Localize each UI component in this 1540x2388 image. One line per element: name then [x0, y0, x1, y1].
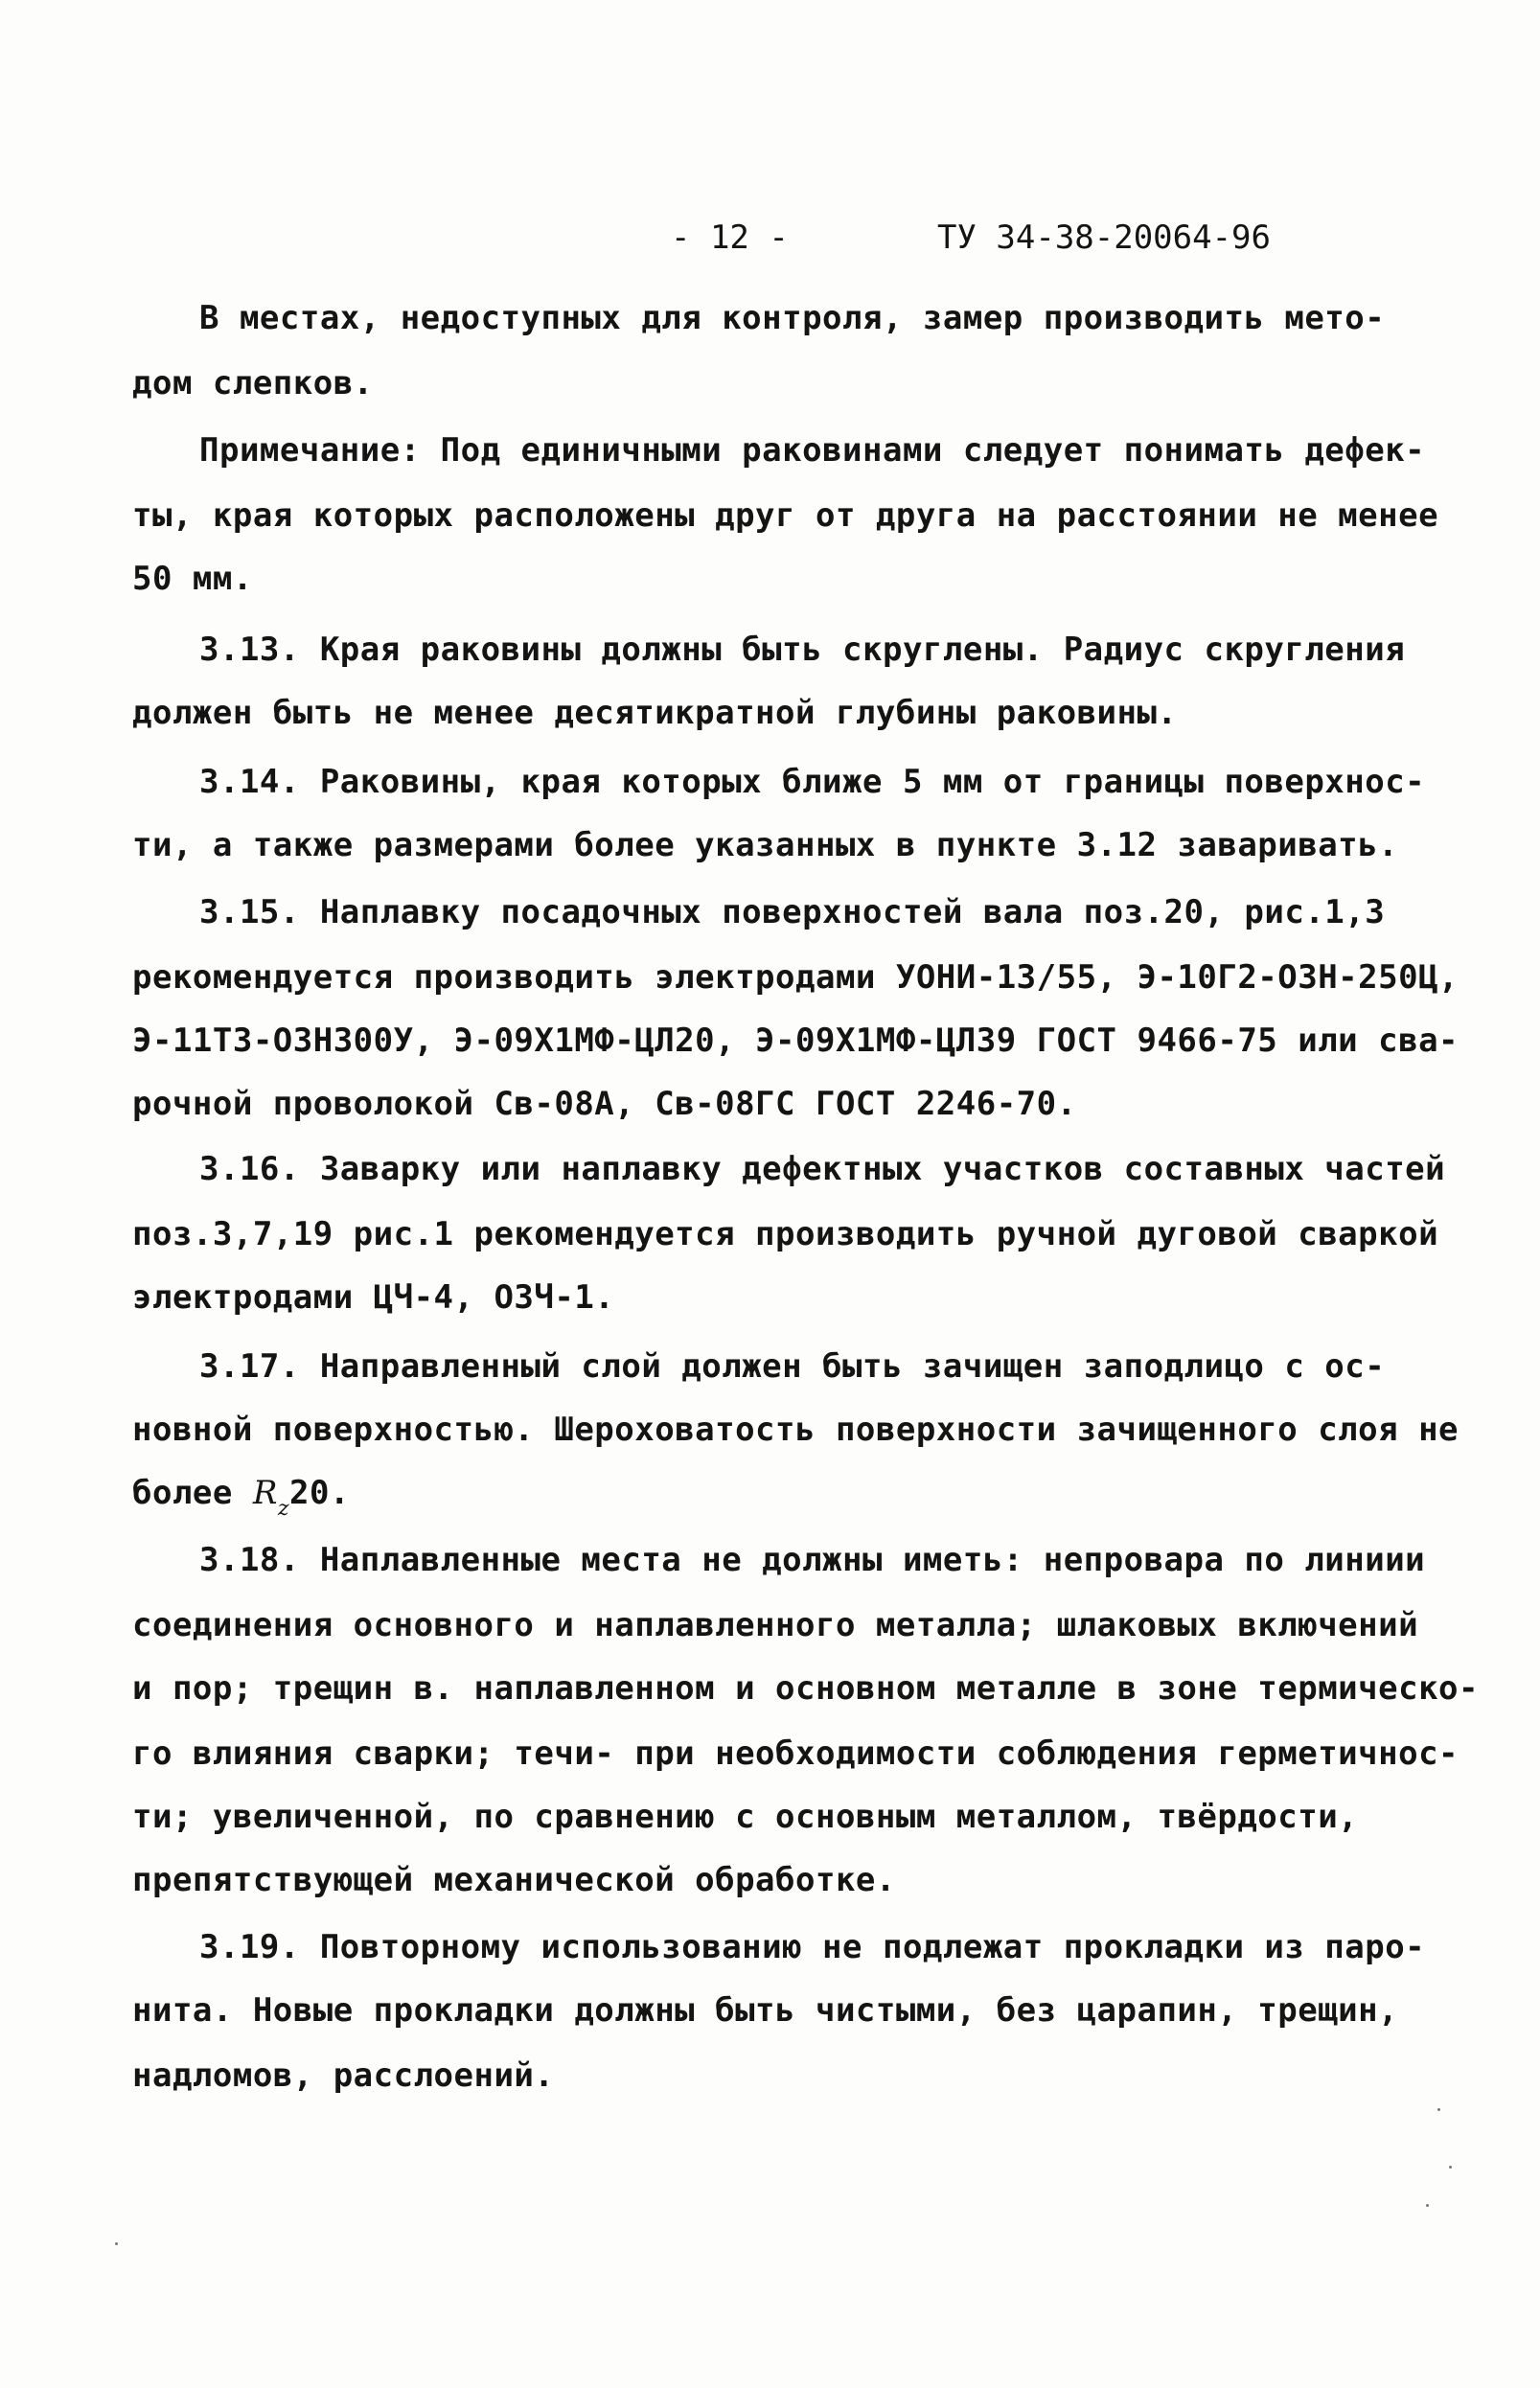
clause-3-19-line: нита. Новые прокладки должны быть чистыми, без царапин, трещин,: [132, 1991, 1399, 2030]
clause-3-16-line: поз.3,7,19 рис.1 рекомендуется производить ручной дуговой сваркой: [132, 1215, 1439, 1253]
clause-3-19-line: надломов, расслоений.: [132, 2056, 555, 2095]
clause-3-16-line: 3.16. Заварку или наплавку дефектных участков составных частей: [199, 1150, 1446, 1188]
clause-3-14-line: 3.14. Раковины, края которых ближе 5 мм от границы поверхнос-: [199, 763, 1426, 801]
document-number: ТУ 34-38-20064-96: [937, 218, 1271, 257]
text-line: В местах, недоступных для контроля, замер производить мето-: [199, 299, 1386, 337]
clause-3-13-line: должен быть не менее десятикратной глубины раковины.: [132, 694, 1178, 732]
scan-speck: [1449, 2166, 1452, 2169]
clause-3-18-line: препятствующей механической обработке.: [132, 1861, 896, 1899]
clause-3-18-line: го влияния сварки; течи- при необходимости соблюдения герметичнос-: [132, 1734, 1460, 1773]
scan-speck: [115, 2242, 118, 2245]
clause-3-16-line: электродами ЦЧ-4, ОЗЧ-1.: [132, 1278, 615, 1317]
text-fragment: более: [132, 1474, 253, 1512]
clause-3-15-line: рекомендуется производить электродами УОНИ-13/55, Э-10Г2-ОЗН-250Ц,: [132, 958, 1460, 997]
clause-3-15-line: 3.15. Наплавку посадочных поверхностей вала поз.20, рис.1,3: [199, 893, 1386, 931]
scan-speck: [1437, 2108, 1440, 2111]
scan-speck: [1426, 2204, 1429, 2207]
clause-3-18-line: и пор; трещин в. наплавленном и основном металле в зоне термическо-: [132, 1669, 1479, 1708]
clause-3-17-line: новной поверхностью. Шероховатость поверхности зачищенного слоя не: [132, 1411, 1460, 1449]
clause-3-18-line: ти; увеличенной, по сравнению с основным металлом, твёрдости,: [132, 1798, 1359, 1836]
clause-3-18-line: 3.18. Наплавленные места не должны иметь: непровара по линиии: [199, 1541, 1426, 1579]
clause-3-13-line: 3.13. Края раковины должны быть скруглены. Радиус скругления: [199, 631, 1406, 669]
clause-3-18-line: соединения основного и наплавленного металла; шлаковых включений: [132, 1606, 1419, 1644]
roughness-symbol: R: [252, 1474, 278, 1512]
roughness-subscript: z: [277, 1497, 290, 1521]
roughness-value: 20.: [289, 1474, 350, 1512]
clause-3-17-line: [132, 1474, 350, 1528]
page-number: - 12 -: [671, 218, 789, 257]
note-line: Примечание: Под единичными раковинами следует понимать дефек-: [199, 431, 1426, 470]
clause-3-15-line: Э-11ТЗ-ОЗН300У, Э-09Х1МФ-ЦЛ20, Э-09Х1МФ-ЦЛ39 ГОСТ 9466-75 или сва-: [132, 1022, 1460, 1060]
clause-3-19-line: 3.19. Повторному использованию не подлежат прокладки из паро-: [199, 1928, 1426, 1966]
clause-3-15-line: рочной проволокой Св-08А, Св-08ГС ГОСТ 2246-70.: [132, 1085, 1077, 1123]
note-line: ты, края которых расположены друг от друга на расстоянии не менее: [132, 496, 1439, 535]
note-line: 50 мм.: [132, 560, 253, 598]
clause-3-14-line: ти, а также размерами более указанных в пункте 3.12 заваривать.: [132, 826, 1399, 864]
clause-3-17-line: 3.17. Направленный слой должен быть зачищен заподлицо с ос-: [199, 1347, 1386, 1386]
text-line: дом слепков.: [132, 364, 374, 402]
